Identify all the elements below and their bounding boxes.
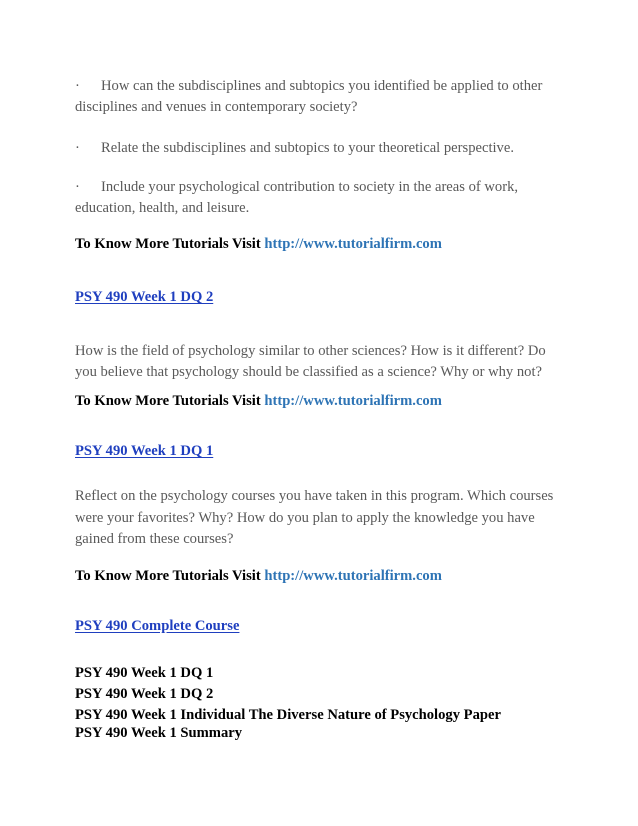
bullet-text: How can the subdisciplines and subtopics you identified be applied to other — [101, 78, 543, 94]
section-heading-link[interactable]: PSY 490 Week 1 DQ 1 — [75, 443, 214, 459]
promo-label: To Know More Tutorials Visit — [75, 236, 265, 252]
bullet-text-continuation: disciplines and venues in contemporary society? — [75, 99, 358, 115]
bullet-item — [75, 177, 518, 198]
bullet-marker: · — [75, 140, 80, 156]
section-body-line: were your favorites? Why? How do you plan to apply the knowledge you have — [75, 510, 535, 526]
course-list-item: PSY 490 Week 1 DQ 2 — [75, 686, 214, 702]
section-heading — [75, 441, 575, 462]
course-list-item: PSY 490 Week 1 Individual The Diverse Nature of Psychology Paper — [75, 707, 501, 723]
promo-link[interactable]: http://www.tutorialfirm.com — [264, 393, 442, 409]
bullet-item — [75, 76, 542, 97]
promo-label: To Know More Tutorials Visit — [75, 393, 265, 409]
promo-link[interactable]: http://www.tutorialfirm.com — [264, 568, 442, 584]
promo-line — [75, 391, 575, 412]
bullet-text: Relate the subdisciplines and subtopics to your theoretical perspective. — [101, 140, 514, 156]
section-heading — [75, 287, 575, 308]
promo-line — [75, 566, 575, 587]
section-body-line: gained from these courses? — [75, 531, 234, 547]
promo-line — [75, 234, 575, 255]
section-heading-link[interactable]: PSY 490 Complete Course — [75, 618, 240, 634]
section-heading — [75, 616, 575, 637]
section-body-line: How is the field of psychology similar to other sciences? How is it different? Do — [75, 343, 546, 359]
course-list-item: PSY 490 Week 1 DQ 1 — [75, 665, 214, 681]
promo-label: To Know More Tutorials Visit — [75, 568, 265, 584]
section-body-line: you believe that psychology should be classified as a science? Why or why not? — [75, 364, 543, 380]
promo-link[interactable]: http://www.tutorialfirm.com — [264, 236, 442, 252]
section-body-line: Reflect on the psychology courses you have taken in this program. Which courses — [75, 488, 554, 504]
section-heading-link[interactable]: PSY 490 Week 1 DQ 2 — [75, 289, 214, 305]
bullet-text: Include your psychological contribution to society in the areas of work, — [101, 179, 519, 195]
bullet-text-continuation: education, health, and leisure. — [75, 200, 250, 216]
bullet-item — [75, 138, 514, 159]
bullet-marker: · — [75, 78, 80, 94]
course-list-item: PSY 490 Week 1 Summary — [75, 725, 243, 741]
bullet-marker: · — [75, 179, 80, 195]
